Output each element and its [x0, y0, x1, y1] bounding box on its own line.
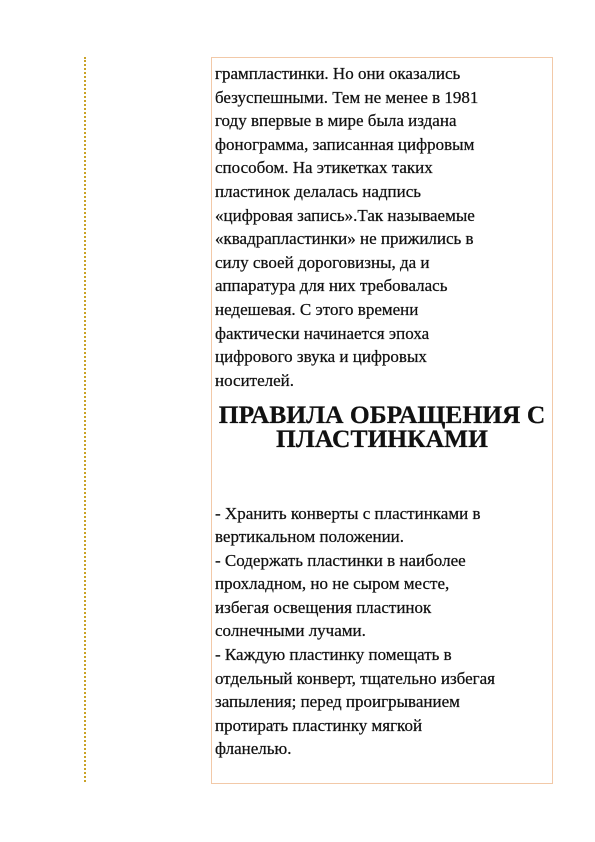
rule-item-temperature: - Содержать пластинки в наиболее прохладном, но не сыром месте, избегая освещения пластинок солнечными лучами.: [215, 550, 466, 641]
blank-space: [215, 451, 549, 502]
dotted-margin-line: [84, 57, 86, 782]
rule-item-envelope: - Каждую пластинку помещать в отдельный конверт, тщательно избегая запыления; перед проигрыванием протирать пластинку мягкой фланелью.: [215, 645, 495, 759]
rule-item-storage: - Хранить конверты с пластинками в вертикальном положении.: [215, 503, 481, 547]
body-paragraph: грампластинки. Но они оказались безуспешными. Тем не менее в 1981 году впервые в мире была издана фонограмма, записанная цифровым способом. На этикетках таких пластинок делалась надпись «цифровая запись».Так называемые «квадрапластинки» не прижились в силу своей дороговизны, да и аппаратура для них требовалась недешевая. С этого времени фактически начинается эпоха цифрового звука и цифровых носителей.: [215, 64, 479, 390]
text-column: [215, 62, 549, 761]
section-heading: ПРАВИЛА ОБРАЩЕНИЯ С ПЛАСТИНКАМИ: [218, 400, 546, 453]
